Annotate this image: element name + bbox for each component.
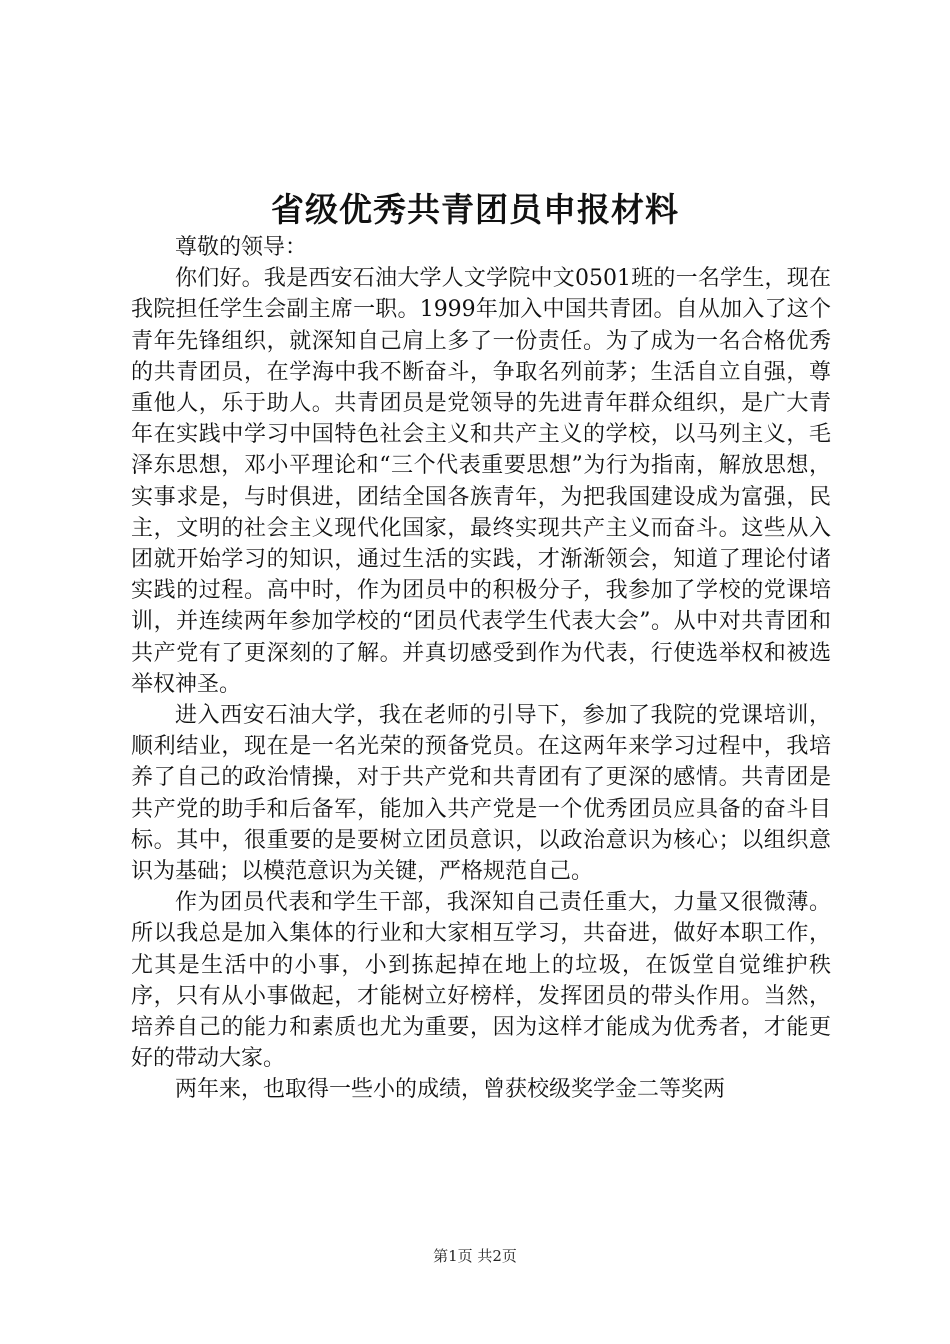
paragraph: 作为团员代表和学生干部，我深知自己责任重大，力量又很微薄。所以我总是加入集体的行业和大家相互学习，共奋进，做好本职工作，尤其是生活中的小事，小到拣起掉在地上的垃圾，在饭堂自觉维护秩序，只有从小事做起，才能树立好榜样，发挥团员的带头作用。当然，培养自己的能力和素质也尤为重要，因为这样才能成为优秀者，才能更好的带动大家。 <box>131 890 831 1072</box>
paragraph: 两年来，也取得一些小的成绩，曾获校级奖学金二等奖两 <box>175 1077 726 1103</box>
paragraph: 进入西安石油大学，我在老师的引导下，参加了我院的党课培训，顺利结业，现在是一名光荣的预备党员。在这两年来学习过程中，我培养了自己的政治情操，对于共产党和共青团有了更深的感情。共青团是共产党的助手和后备军，能加入共产党是一个优秀团员应具备的奋斗目标。其中，很重要的是要树立团员意识，以政治意识为核心；以组织意识为基础；以模范意识为关键，严格规范自己。 <box>131 703 831 885</box>
greeting: 尊敬的领导： <box>175 235 308 260</box>
page-number-footer: 第1页 共2页 <box>433 1247 517 1265</box>
paragraph: 你们好。我是西安石油大学人文学院中文0501班的一名学生，现在我院担任学生会副主席一职。1999年加入中国共青团。自从加入了这个青年先锋组织，就深知自己肩上多了一份责任。为了成为一名合格优秀的共青团员，在学海中我不断奋斗，争取名列前茅；生活自立自强，尊重他人，乐于助人。共青团员是党领导的先进青年群众组织，是广大青年在实践中学习中国特色社会主义和共产主义的学校，以马列主义，毛泽东思想，邓小平理论和“三个代表重要思想”为行为指南，解放思想，实事求是，与时俱进，团结全国各族青年，为把我国建设成为富强，民主，文明的社会主义现代化国家，最终实现共产主义而奋斗。这些从入团就开始学习的知识，通过生活的实践，才渐渐领会，知道了理论付诸实践的过程。高中时，作为团员中的积极分子，我参加了学校的党课培训，并连续两年参加学校的“团员代表学生代表大会”。从中对共青团和共产党有了更深刻的了解。并真切感受到作为代表，行使选举权和被选举权神圣。 <box>131 266 831 697</box>
document-title: 省级优秀共青团员申报材料 <box>271 190 679 229</box>
document-body <box>131 232 831 1106</box>
